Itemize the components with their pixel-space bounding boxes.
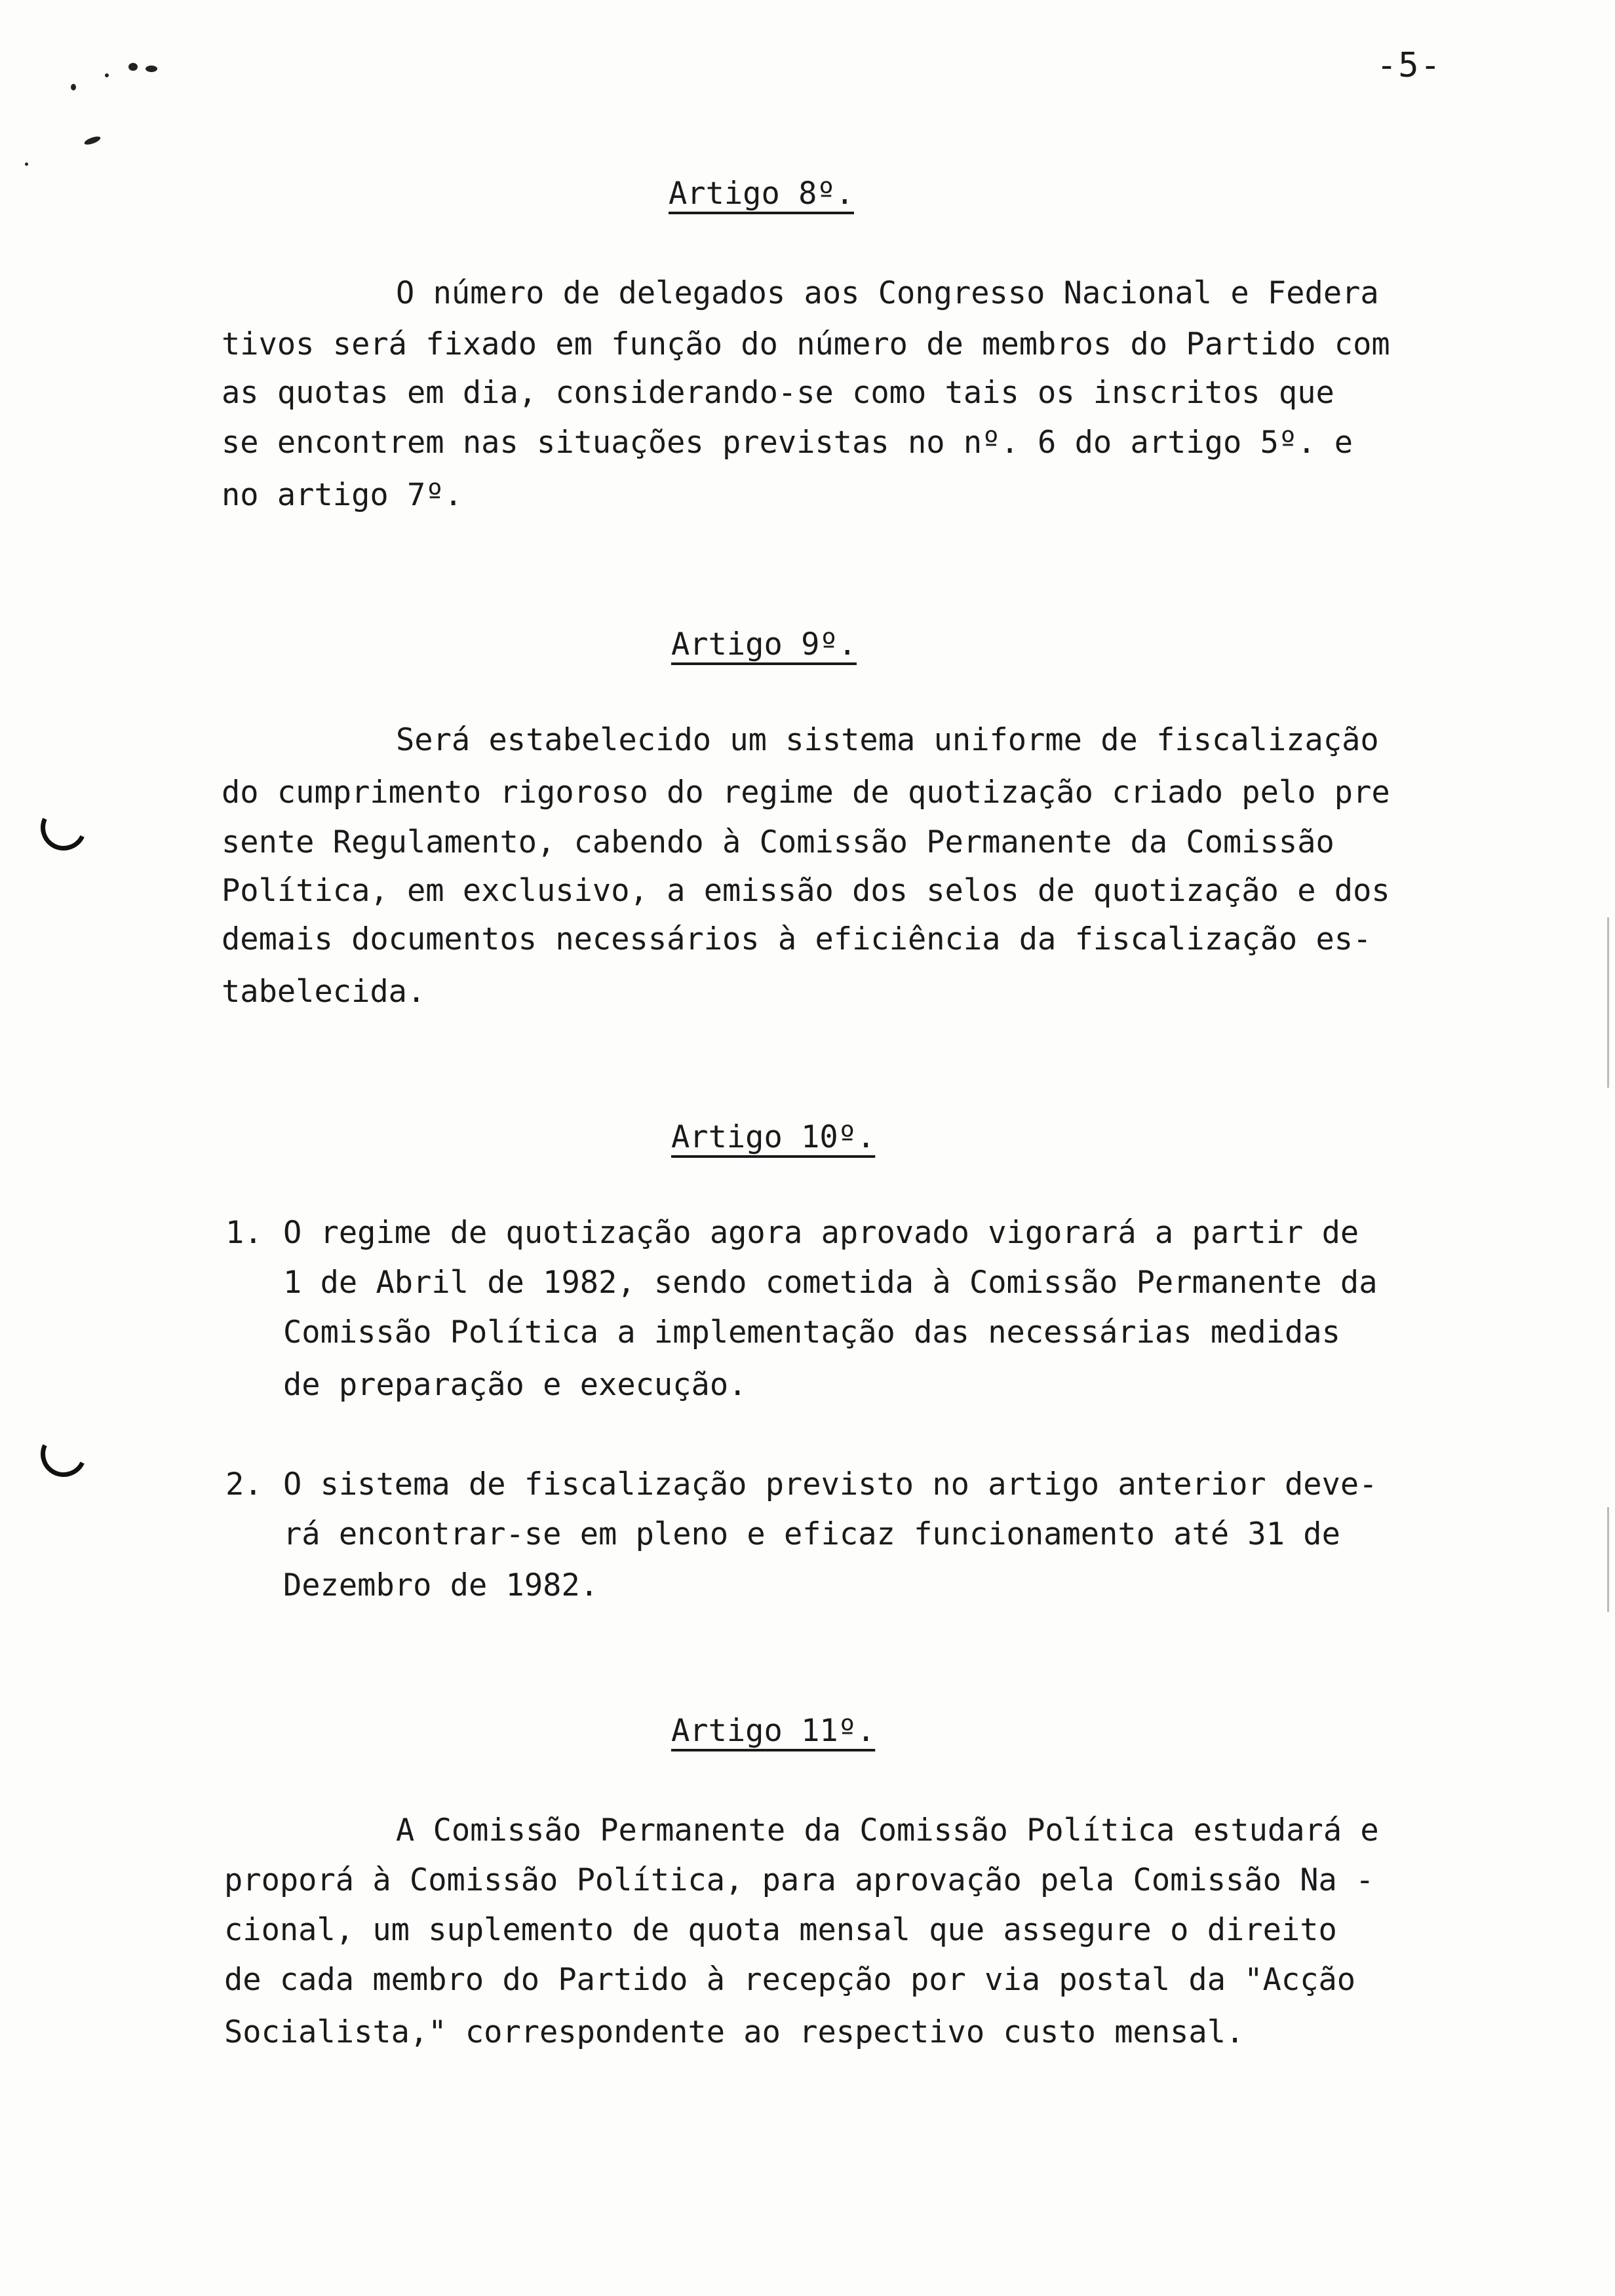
list-number: 2. [225,1466,263,1502]
text-line: 1 de Abril de 1982, sendo cometida à Comissão Permanente da [283,1265,1378,1301]
text-line: O número de delegados aos Congresso Nacional e Federa [396,275,1379,311]
text-line: demais documentos necessários à eficiência da fiscalização es- [222,921,1372,957]
text-line: no artigo 7º. [222,477,463,513]
text-line: tabelecida. [222,974,426,1010]
scan-speck [83,135,102,146]
article-9-heading: Artigo 9º. [671,626,857,662]
page-edge-line [1607,1507,1609,1612]
scan-speck [105,73,109,77]
text-line: cional, um suplemento de quota mensal que assegure o direito [224,1912,1337,1948]
article-11-heading: Artigo 11º. [671,1713,876,1749]
text-line: Comissão Política a implementação das necessárias medidas [283,1314,1340,1350]
page-number: -5- [1376,46,1442,85]
text-line: se encontrem nas situações previstas no nº. 6 do artigo 5º. e [222,425,1353,461]
text-line: Política, em exclusivo, a emissão dos selos de quotização e dos [222,873,1390,909]
text-line: tivos será fixado em função do número de membros do Partido com [222,326,1390,362]
scan-speck [146,66,157,72]
text-line: Dezembro de 1982. [283,1567,599,1603]
punch-hole-mark [34,798,93,857]
text-line: Será estabelecido um sistema uniforme de fiscalização [396,722,1379,758]
page-edge-line [1607,917,1609,1088]
list-number: 1. [225,1215,263,1251]
article-10-heading: Artigo 10º. [671,1119,876,1155]
text-line: Socialista," correspondente ao respectivo custo mensal. [224,2014,1245,2050]
text-line: as quotas em dia, considerando-se como tais os inscritos que [222,375,1334,411]
text-line: proporá à Comissão Política, para aprovação pela Comissão Na - [224,1862,1374,1898]
punch-hole-mark [34,1425,93,1483]
scan-speck [71,84,76,90]
text-line: A Comissão Permanente da Comissão Política estudará e [396,1812,1379,1848]
article-8-heading: Artigo 8º. [669,176,854,212]
scan-speck [25,163,28,166]
text-line: rá encontrar-se em pleno e eficaz funcionamento até 31 de [283,1516,1340,1552]
text-line: sente Regulamento, cabendo à Comissão Permanente da Comissão [222,824,1334,860]
text-line: de cada membro do Partido à recepção por via postal da "Acção [224,1962,1356,1998]
text-line: O regime de quotização agora aprovado vigorará a partir de [283,1215,1359,1251]
scan-speck [128,63,138,71]
text-line: do cumprimento rigoroso do regime de quotização criado pelo pre [222,775,1390,811]
text-line: O sistema de fiscalização previsto no artigo anterior deve- [283,1466,1378,1502]
text-line: de preparação e execução. [283,1367,747,1403]
